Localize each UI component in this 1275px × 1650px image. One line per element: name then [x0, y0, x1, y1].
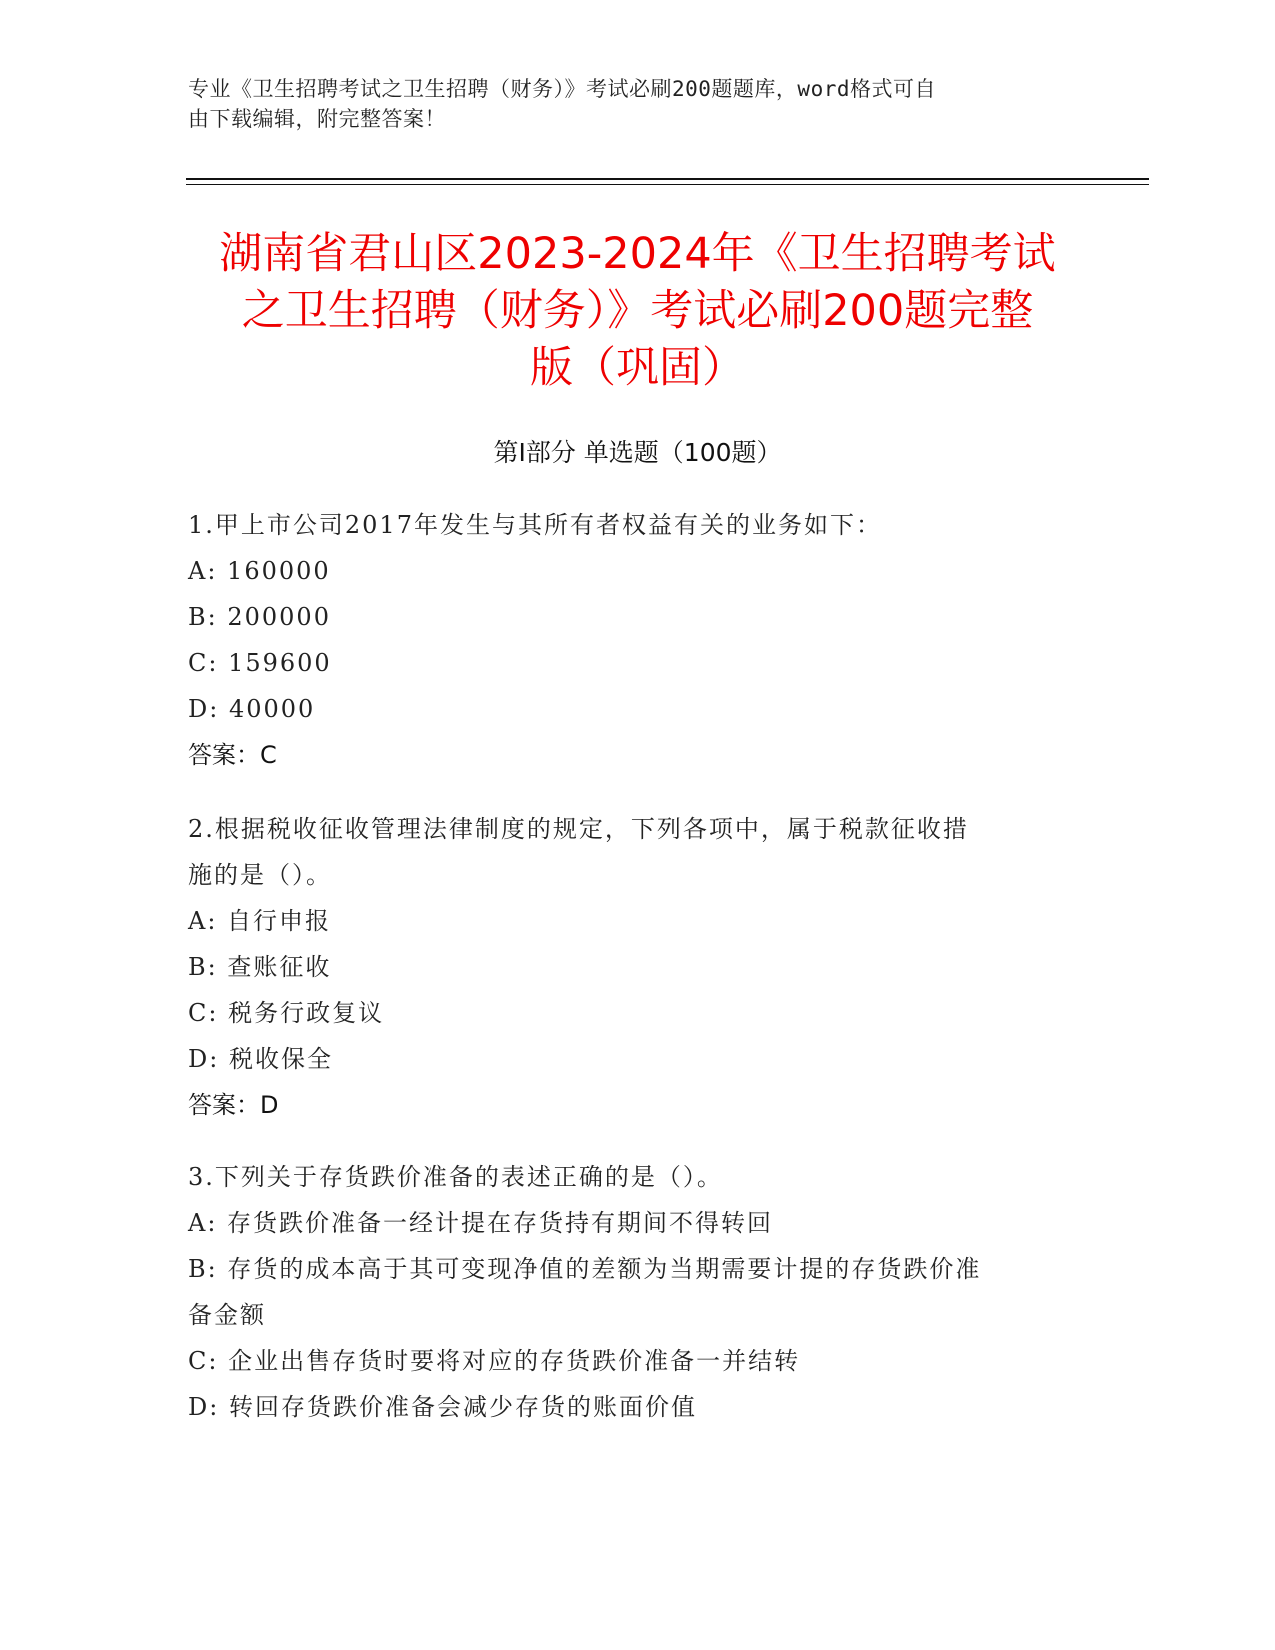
question-stem: 3.下列关于存货跌价准备的表述正确的是（）。: [188, 1163, 723, 1191]
header-rule-thin: [186, 184, 1149, 185]
answer: 答案：D: [188, 1091, 279, 1119]
option-a: A: 存货跌价准备一经计提在存货持有期间不得转回: [188, 1209, 774, 1237]
option-b: B: 查账征收: [188, 953, 332, 981]
title-line: 湖南省君山区2023-2024年《卫生招聘考试: [219, 229, 1056, 279]
question-stem: 施的是（）。: [188, 861, 332, 889]
option-b: B: 200000: [188, 603, 331, 631]
option-a: A: 160000: [188, 557, 331, 585]
question-3: [188, 1154, 1078, 1430]
header-rule-thick: [186, 178, 1149, 180]
section-heading: 第Ⅰ部分 单选题（100题）: [493, 438, 782, 467]
question-stem: 1.甲上市公司2017年发生与其所有者权益有关的业务如下：: [188, 511, 882, 539]
option-a: A: 自行申报: [188, 907, 332, 935]
option-c: C: 159600: [188, 649, 332, 677]
question-1: [188, 502, 1078, 778]
intro-text: [188, 74, 1088, 134]
document-title: [160, 226, 1115, 397]
option-c: C: 税务行政复议: [188, 999, 385, 1027]
intro-line: 专业《卫生招聘考试之卫生招聘（财务）》考试必刷200题题库，word格式可自: [188, 77, 936, 101]
option-b: B: 存货的成本高于其可变现净值的差额为当期需要计提的存货跌价准: [188, 1255, 982, 1283]
option-d: D: 40000: [188, 695, 316, 723]
option-b-continued: 备金额: [188, 1301, 266, 1329]
title-line: 之卫生招聘（财务）》考试必刷200题完整: [241, 286, 1034, 336]
title-line: 版（巩固）: [530, 343, 745, 393]
intro-line: 由下载编辑，附完整答案！: [188, 107, 446, 131]
question-stem: 2.根据税收征收管理法律制度的规定，下列各项中，属于税款征收措: [188, 815, 969, 843]
option-c: C: 企业出售存货时要将对应的存货跌价准备一并结转: [188, 1347, 801, 1375]
question-2: [188, 806, 1078, 1128]
option-d: D: 税收保全: [188, 1045, 333, 1073]
option-d: D: 转回存货跌价准备会减少存货的账面价值: [188, 1393, 697, 1421]
answer: 答案：C: [188, 741, 277, 769]
